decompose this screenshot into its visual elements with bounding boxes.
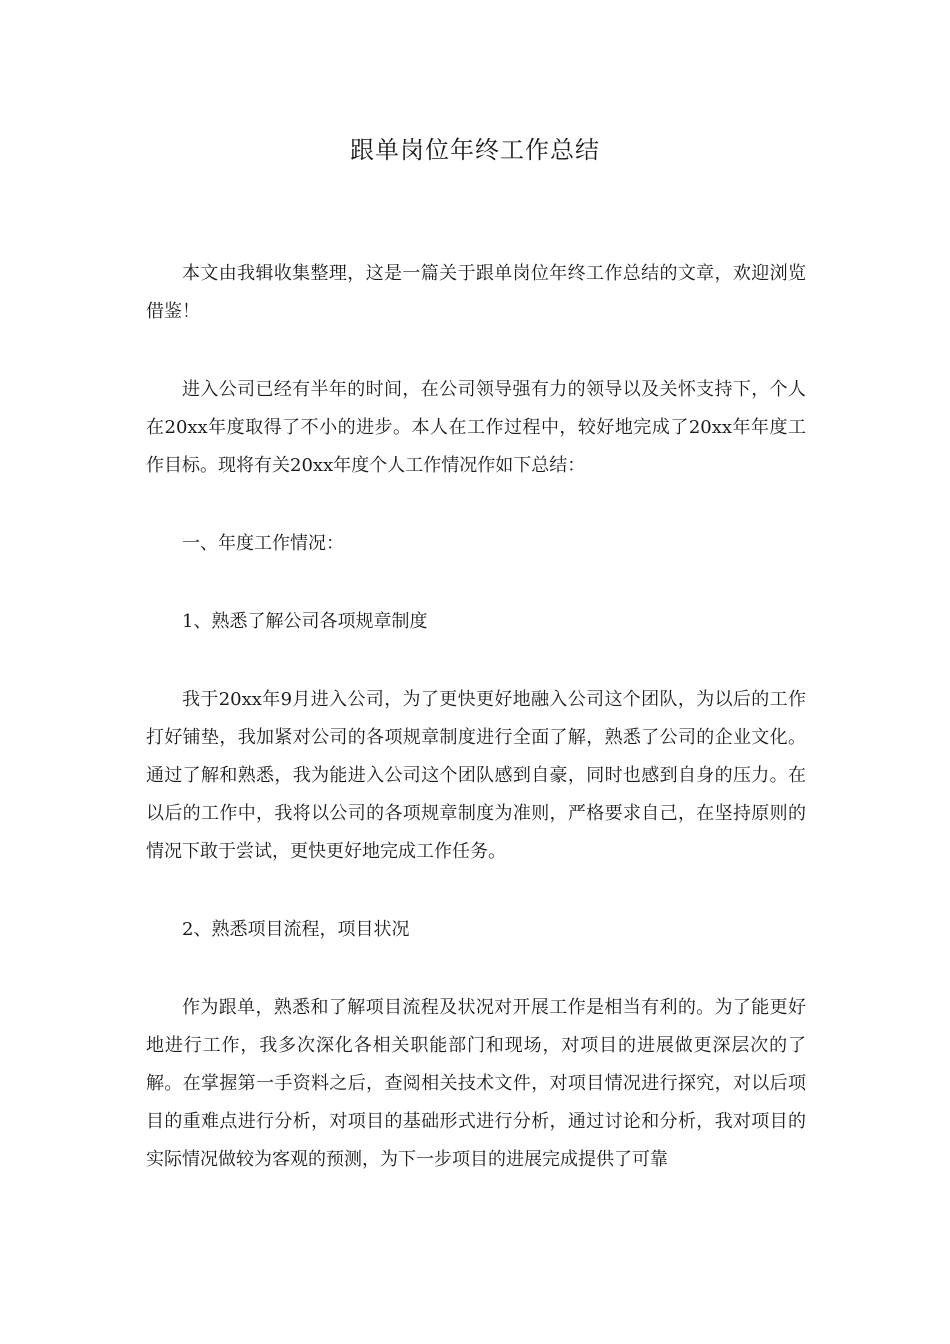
subheading-rules: 1、熟悉了解公司各项规章制度 xyxy=(182,611,428,632)
document-body xyxy=(146,255,806,1179)
paragraph-spacer xyxy=(146,563,806,603)
document-title: 跟单岗位年终工作总结 xyxy=(350,136,600,164)
rules-paragraph: 我于20xx年9月进入公司，为了更快更好地融入公司这个团队，为以后的工作打好铺垫，我加紧对公司的各项规章制度进行全面了解，熟悉了公司的企业文化。通过了解和熟悉，我为能进入公司这个团队感到自豪，同时也感到自身的压力。在以后的工作中，我将以公司的各项规章制度为准则，严格要求自己，在坚持原则的情况下敢于尝试，更快更好地完成工作任务。 xyxy=(146,689,806,862)
paragraph-spacer xyxy=(146,331,806,371)
section-heading-annual-work: 一、年度工作情况： xyxy=(182,533,344,554)
paragraph-spacer xyxy=(146,641,806,681)
project-flow-paragraph: 作为跟单，熟悉和了解项目流程及状况对开展工作是相当有利的。为了能更好地进行工作，我多次深化各相关职能部门和现场，对项目的进展做更深层次的了解。在掌握第一手资料之后，查阅相关技术文件，对项目情况进行探究，对以后项目的重难点进行分析，对项目的基础形式进行分析，通过讨论和分析，我对项目的实际情况做较为客观的预测，为下一步项目的进展完成提供了可靠 xyxy=(146,997,806,1170)
paragraph-spacer xyxy=(146,871,806,911)
paragraph-spacer xyxy=(146,949,806,989)
overview-paragraph: 进入公司已经有半年的时间，在公司领导强有力的领导以及关怀支持下，个人在20xx年度取得了不小的进步。本人在工作过程中，较好地完成了20xx年年度工作目标。现将有关20xx年度个人工作情况作如下总结： xyxy=(146,379,806,476)
paragraph-spacer xyxy=(146,485,806,525)
subheading-project-flow: 2、熟悉项目流程，项目状况 xyxy=(182,919,410,940)
intro-paragraph: 本文由我辑收集整理，这是一篇关于跟单岗位年终工作总结的文章，欢迎浏览借鉴！ xyxy=(146,263,806,322)
